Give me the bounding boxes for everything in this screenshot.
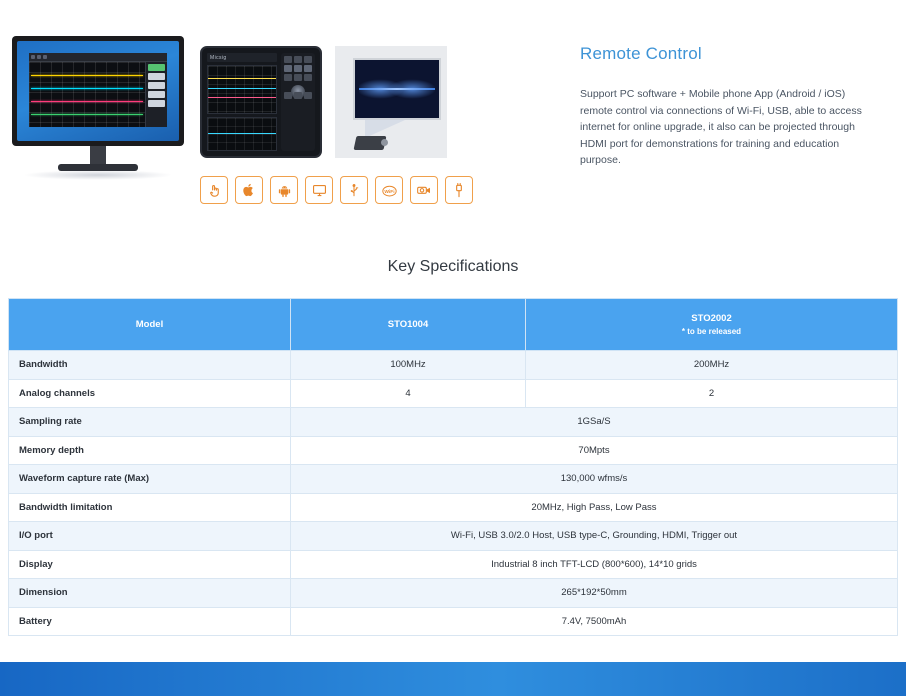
table-row <box>9 351 898 380</box>
row-value-sto2002: 2 <box>526 379 898 408</box>
waveform-trace-secondary <box>208 133 276 134</box>
keypad-key <box>284 92 292 99</box>
column-header-sto1004: STO1004 <box>291 299 526 351</box>
touch-icon[interactable] <box>200 176 228 204</box>
keypad-key <box>284 56 292 63</box>
projector-illustration <box>335 46 447 158</box>
keypad-key <box>294 56 302 63</box>
waveform-trace-ch1 <box>31 75 143 76</box>
row-label: Sampling rate <box>9 408 291 437</box>
row-value-shared: 265*192*50mm <box>291 579 898 608</box>
wifi-icon[interactable] <box>375 176 403 204</box>
oscilloscope-keypad <box>281 53 315 151</box>
column-header-sto2002 <box>526 299 898 351</box>
toolbar-dot-icon <box>37 55 41 59</box>
remote-control-section <box>0 0 906 230</box>
monitor-shadow <box>23 170 173 180</box>
waveform-trace-ch3 <box>31 101 143 102</box>
row-value-sto2002: 200MHz <box>526 351 898 380</box>
column-header-sto2002-note: * to be released <box>681 327 742 336</box>
row-label: Memory depth <box>9 436 291 465</box>
sidebar-button <box>148 64 165 71</box>
row-label: I/O port <box>9 522 291 551</box>
row-value-sto1004: 4 <box>291 379 526 408</box>
handheld-oscilloscope-illustration <box>200 46 322 158</box>
oscilloscope-waveform-screen <box>207 65 277 114</box>
waveform-trace-ch2 <box>208 88 276 89</box>
keypad-key <box>284 65 292 72</box>
toolbar-dot-icon <box>31 55 35 59</box>
remote-control-description: Support PC software + Mobile phone App (Android / iOS) remote control via connections of Wi-Fi, USB, able to access internet for online upgrade, it also can be projected through HDMI port for demonstrations for training and education purpose. <box>580 88 862 166</box>
row-label: Waveform capture rate (Max) <box>9 465 291 494</box>
key-specifications-heading: Key Specifications <box>387 258 519 275</box>
waveform-trace-ch2 <box>31 88 143 89</box>
row-value-shared: Industrial 8 inch TFT-LCD (800*600), 14*10 grids <box>291 550 898 579</box>
oscilloscope-brand-label: Micsig <box>210 54 227 61</box>
row-label: Display <box>9 550 291 579</box>
table-row <box>9 493 898 522</box>
specifications-table-wrapper <box>8 298 898 636</box>
row-value-shared: 1GSa/S <box>291 408 898 437</box>
row-value-shared: 130,000 wfms/s <box>291 465 898 494</box>
keypad-key <box>284 74 292 81</box>
row-label: Analog channels <box>9 379 291 408</box>
row-value-shared: 20MHz, High Pass, Low Pass <box>291 493 898 522</box>
usb-cable-icon[interactable] <box>445 176 473 204</box>
monitor-icon[interactable] <box>305 176 333 204</box>
table-row <box>9 465 898 494</box>
pc-software-sidebar <box>145 62 167 127</box>
row-label: Dimension <box>9 579 291 608</box>
monitor-stand-neck <box>90 146 106 164</box>
keypad-key <box>294 65 302 72</box>
pc-software-window <box>29 53 167 127</box>
specifications-table <box>8 298 898 636</box>
table-row <box>9 522 898 551</box>
waveform-trace-ch4 <box>31 114 143 115</box>
android-icon[interactable] <box>270 176 298 204</box>
row-value-shared: 70Mpts <box>291 436 898 465</box>
table-header-row <box>9 299 898 351</box>
toolbar-dot-icon <box>43 55 47 59</box>
keypad-key <box>294 74 302 81</box>
row-label: Bandwidth <box>9 351 291 380</box>
table-row <box>9 607 898 636</box>
row-label: Battery <box>9 607 291 636</box>
table-row <box>9 550 898 579</box>
svg-text:WiFi: WiFi <box>383 189 395 195</box>
column-header-sto2002-label: STO2002 <box>691 313 732 324</box>
oscilloscope-brand-bar <box>207 53 277 62</box>
row-value-sto1004: 100MHz <box>291 351 526 380</box>
product-illustrations <box>10 28 440 195</box>
footer-accent-bar <box>0 662 906 696</box>
table-body <box>9 351 898 636</box>
column-header-model: Model <box>9 299 291 351</box>
sidebar-button <box>148 82 165 89</box>
projector-icon[interactable] <box>410 176 438 204</box>
monitor-screen <box>17 41 179 141</box>
remote-control-title: Remote Control <box>580 44 702 63</box>
keypad-key <box>304 74 312 81</box>
remote-control-text <box>580 44 880 169</box>
table-row <box>9 579 898 608</box>
keypad-key <box>304 92 312 99</box>
sidebar-button <box>148 91 165 98</box>
projected-waveform <box>359 64 435 114</box>
sidebar-button <box>148 100 165 107</box>
monitor-bezel <box>12 36 184 146</box>
table-row <box>9 436 898 465</box>
table-head <box>9 299 898 351</box>
pc-software-toolbar <box>29 53 167 62</box>
projection-screen <box>353 58 441 120</box>
waveform-trace-ch1 <box>208 78 276 79</box>
row-label: Bandwidth limitation <box>9 493 291 522</box>
keypad-key <box>294 92 302 99</box>
row-value-shared: 7.4V, 7500mAh <box>291 607 898 636</box>
connectivity-icon-row <box>200 176 473 204</box>
projector-lens-icon <box>381 139 388 146</box>
sidebar-button <box>148 73 165 80</box>
apple-icon[interactable] <box>235 176 263 204</box>
desktop-monitor-illustration <box>12 36 184 176</box>
usb-icon[interactable] <box>340 176 368 204</box>
table-row <box>9 408 898 437</box>
row-value-shared: Wi-Fi, USB 3.0/2.0 Host, USB type-C, Grounding, HDMI, Trigger out <box>291 522 898 551</box>
oscilloscope-secondary-screen <box>207 117 277 151</box>
keypad-key <box>304 65 312 72</box>
pc-software-body <box>29 62 167 127</box>
oscilloscope-screen-area <box>207 53 277 151</box>
keypad-key <box>304 56 312 63</box>
waveform-grid <box>29 62 145 127</box>
table-row <box>9 379 898 408</box>
waveform-trace-ch3 <box>208 97 276 98</box>
